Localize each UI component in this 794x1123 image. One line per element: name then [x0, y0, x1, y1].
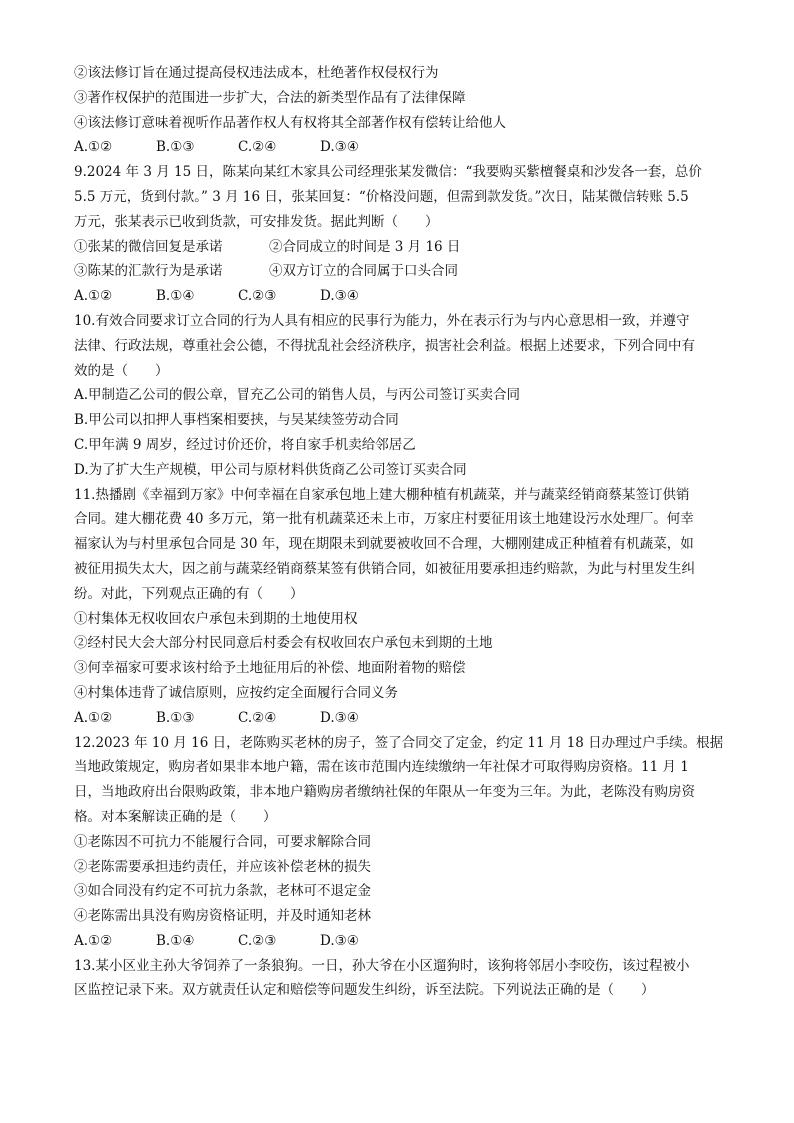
q10-choice-a: A.甲制造乙公司的假公章，冒充乙公司的销售人员，与丙公司签订买卖合同: [74, 387, 521, 404]
q12-statement-3: ③如合同没有约定不可抗力条款，老林可不退定金: [74, 883, 371, 900]
q11-option-b: B.①③: [156, 709, 195, 726]
q9-options: [74, 284, 724, 309]
q9-statements-row-1: [74, 235, 724, 260]
q10-stem-line: 效的是（ ）: [74, 362, 169, 379]
q9-option-b: B.①④: [156, 288, 195, 305]
q12-option-d: D.③④: [320, 932, 359, 949]
q13-stem-line: 区监控记录下来。双方就责任认定和赔偿等问题发生纠纷，诉至法院。下列说法正确的是（ ）: [74, 982, 655, 999]
q8-option-a: A.①②: [74, 139, 113, 156]
q9-stem-line: 万元，张某表示已收到货款，可安排发货。据此判断（ ）: [74, 213, 439, 230]
q12-statement-1: ①老陈因不可抗力不能履行合同，可要求解除合同: [74, 833, 371, 850]
q12-option-c: C.②③: [238, 932, 277, 949]
q11-options: [74, 706, 724, 731]
q9-statement-4: ④双方订立的合同属于口头合同: [269, 263, 458, 280]
q12-statement-4: ④老陈需出具没有购房资格证明，并及时通知老林: [74, 908, 371, 925]
q12-stem-line: 格。对本案解读正确的是（ ）: [74, 808, 277, 825]
q8-statement-4: ④该法修订意味着视听作品著作权人有权将其全部著作权有偿转让给他人: [74, 114, 506, 131]
q11-stem-line: 福家认为与村里承包合同是 30 年，现在期限未到就要被收回不合理，大棚刚建成正种植着有机蔬菜，如: [74, 536, 694, 553]
q12-options: [74, 929, 724, 954]
q8-option-c: C.②④: [238, 139, 277, 156]
q9-statement-2: ②合同成立的时间是 3 月 16 日: [269, 238, 461, 255]
q12-statement-2: ②老陈需要承担违约责任，并应该补偿老林的损失: [74, 858, 371, 875]
q8-option-d: D.③④: [320, 139, 359, 156]
q11-stem-line: 合同。建大棚花费 40 多万元，第一批有机蔬菜还未上市，万家庄村要征用该土地建设污水处理厂。何幸: [74, 511, 694, 528]
q8-statement-2: ②该法修订旨在通过提高侵权违法成本，杜绝著作权侵权行为: [74, 65, 439, 81]
q11-statement-4: ④村集体违背了诚信原则，应按约定全面履行合同义务: [74, 684, 398, 701]
document-page: [74, 61, 724, 1003]
q13-stem-line: 13.某小区业主孙大爷饲养了一条狼狗。一日，孙大爷在小区遛狗时，该狗将邻居小李咬伤，该过程被小: [74, 957, 690, 974]
q8-statement-3: ③著作权保护的范围进一步扩大，合法的新类型作品有了法律保障: [74, 89, 466, 106]
q8-option-b: B.①③: [156, 139, 195, 156]
q9-statement-1: ①张某的微信回复是承诺: [74, 238, 223, 255]
q9-statement-3: ③陈某的汇款行为是承诺: [74, 263, 223, 280]
q9-stem-line: 5.5 万元，货到付款。” 3 月 16 日，张某回复：“价格没问题，但需到款发货。”次日，陆某微信转账 5.5: [74, 188, 689, 205]
q11-statement-3: ③何幸福家可要求该村给予土地征用后的补偿、地面附着物的赔偿: [74, 660, 466, 677]
q10-stem-line: 法律、行政法规，尊重社会公德，不得扰乱社会经济秩序，损害社会利益。根据上述要求，下列合同中有: [74, 337, 695, 354]
q12-stem-line: 日，当地政府出台限购政策，非本地户籍购房者缴纳社保的年限从一年变为三年。为此，老陈没有购房资: [74, 784, 695, 801]
q12-stem-line: 12.2023 年 10 月 16 日，老陈购买老林的房子，签了合同交了定金，约定 11 月 18 日办理过户手续。根据: [74, 734, 724, 751]
q9-option-c: C.②③: [238, 288, 277, 305]
q10-choice-b: B.甲公司以扣押人事档案相要挟，与吴某续签劳动合同: [74, 412, 399, 429]
q9-option-d: D.③④: [320, 288, 359, 305]
q11-stem-line: 被征用损失太大，因之前与蔬菜经销商蔡某签有供销合同，如被征用要承担违约赔款，为此与村里发生纠: [74, 560, 695, 577]
q11-statement-1: ①村集体无权收回农户承包未到期的土地使用权: [74, 610, 358, 627]
q11-stem-line: 11.热播剧《幸福到万家》中何幸福在自家承包地上建大棚种植有机蔬菜，并与蔬菜经销商蔡某签订供销: [74, 486, 690, 503]
q9-option-a: A.①②: [74, 288, 113, 305]
q12-option-b: B.①④: [156, 932, 195, 949]
q11-option-a: A.①②: [74, 709, 113, 726]
q12-option-a: A.①②: [74, 932, 113, 949]
q10-choice-c: C.甲年满 9 周岁，经过讨价还价，将自家手机卖给邻居乙: [74, 436, 416, 453]
q11-stem-line: 纷。对此，下列观点正确的有（ ）: [74, 585, 304, 602]
q10-stem-line: 10.有效合同要求订立合同的行为人具有相应的民事行为能力，外在表示行为与内心意思相一致，并遵守: [74, 312, 690, 329]
q11-statement-2: ②经村民大会大部分村民同意后村委会有权收回农户承包未到期的土地: [74, 635, 493, 652]
q12-stem-line: 当地政策规定，购房者如果非本地户籍，需在该市范围内连续缴纳一年社保才可取得购房资格。11 月 1: [74, 759, 689, 776]
q11-option-d: D.③④: [320, 709, 359, 726]
q11-option-c: C.②④: [238, 709, 277, 726]
q8-options: [74, 135, 724, 160]
q10-choice-d: D.为了扩大生产规模，甲公司与原材料供货商乙公司签订买卖合同: [74, 461, 467, 478]
q9-stem-line: 9.2024 年 3 月 15 日，陈某向某红木家具公司经理张某发微信：“我要购买紫檀餐桌和沙发各一套，总价: [74, 164, 702, 181]
q9-statements-row-2: [74, 259, 724, 284]
